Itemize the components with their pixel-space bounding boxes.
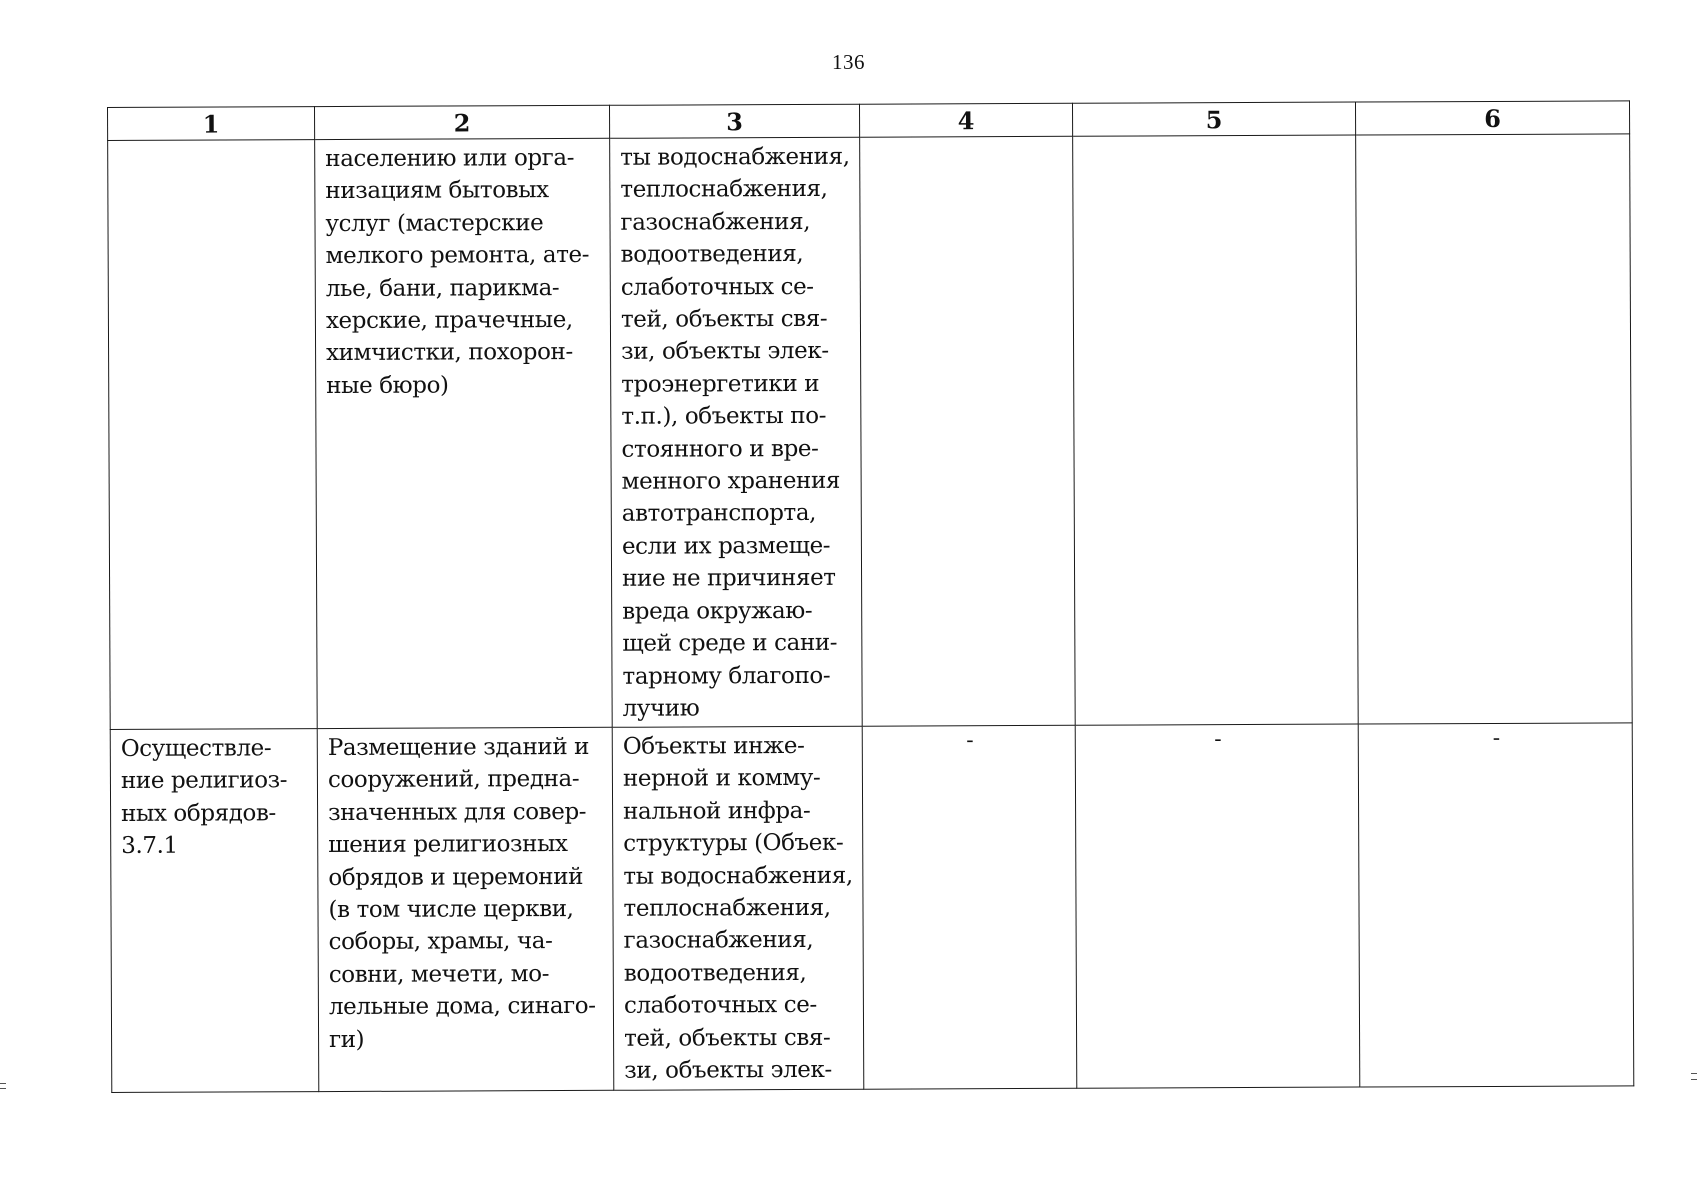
dash-value: - [1492,725,1500,751]
column-header-4: 4 [859,103,1072,137]
cell-text [1356,134,1629,138]
cell-text [1073,136,1355,140]
table-cell [1075,724,1360,1088]
cell-text [108,140,314,144]
cell-text: Объекты инже- нерной и комму- нальной инфра- структуры (Объек- ты водоснабжения, теплоснабжения, газоснабжения, водоотведения, слаботочных се- тей, объекты свя- зи, объекты элек- [622,732,853,1084]
table-cell [317,727,614,1091]
cell-text: Размещение зданий и сооружений, предна- значенных для совер- шения религиозных обрядов и церемоний (в том числе церкви, соборы, храмы, ча- совни, мечети, мо- лельные дома, синаго- ги) [327,733,596,1053]
cell-text [860,137,1072,141]
table-cell [110,729,319,1093]
right-margin-mark [1691,1079,1697,1080]
table-cell [108,140,318,730]
cell-text: Осуществле- ние религиоз- ных обрядов- 3.7.1 [120,735,288,860]
zoning-table [107,100,1634,1093]
dash-value: - [966,728,974,754]
table-cell [610,137,863,727]
column-header-6: 6 [1355,101,1629,135]
page-number: 136 [832,50,865,74]
cell-text: ты водоснабжения, теплоснабжения, газоснабжения, водоотведения, слаботочных се- тей, объекты свя- зи, объекты элек- троэнергетики и т.п.), объекты по- стоянного и вре- менного хранения автотранспорта, если их размеще- ние не причиняет вреда окружаю- щей среде и сани- тарному благопо- лучию [620,143,850,722]
table-cell [315,138,613,728]
table-cell [1356,134,1633,724]
right-margin-mark [1691,1073,1697,1074]
table-row [108,134,1633,730]
left-margin-mark [0,1083,6,1084]
table-cell [862,725,1077,1089]
table-cell [860,136,1076,726]
table-row [110,723,1634,1093]
column-header-2: 2 [315,105,610,139]
table-cell [612,726,864,1090]
dash-value: - [1214,727,1222,753]
column-header-3: 3 [609,104,859,138]
column-header-5: 5 [1072,102,1355,136]
left-margin-mark [0,1088,6,1089]
column-header-1: 1 [108,107,315,141]
cell-text: населению или орга- низациям бытовых услуг (мастерские мелкого ремонта, ате- лье, бани, парикма- херские, прачечные, химчистки, похорон- ные бюро) [325,144,590,399]
table-cell [1073,135,1359,725]
table-cell [1358,723,1634,1087]
